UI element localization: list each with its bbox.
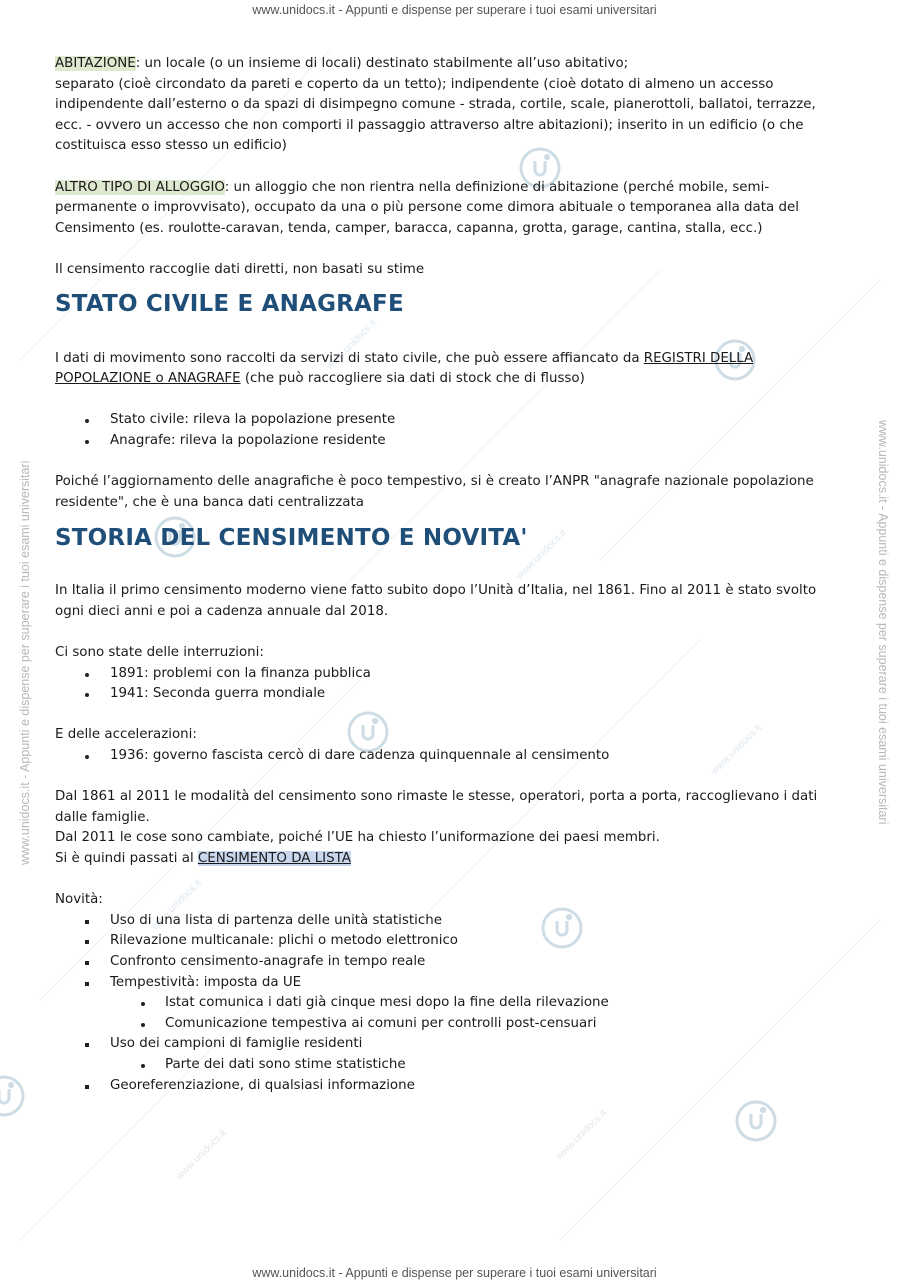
abitazione-def: : un locale (o un insieme di locali) destinato stabilmente all’uso abitativo;: [135, 56, 629, 71]
abitazione-line-4: ecc. - ovvero un accesso che non comporti il passaggio attraverso altre abitazioni); inserito in un edificio (o che: [55, 117, 804, 133]
watermark-right-side: www.unidocs.it - Appunti e dispense per superare i tuoi esami universitari: [876, 420, 890, 825]
heading-storia-censimento: STORIA DEL CENSIMENTO E NOVITA': [55, 525, 528, 552]
altro-alloggio-line-1: [55, 178, 845, 199]
stato-civile-list: [55, 410, 845, 451]
altro-alloggio-def: : un alloggio che non rientra nella definizione di abitazione (perché mobile, semi-: [224, 179, 770, 195]
svg-text:www.unidocs.it: www.unidocs.it: [324, 317, 379, 373]
list-item: Uso dei campioni di famiglie residenti: [55, 1034, 845, 1055]
list-item: Georeferenziazione, di qualsiasi informazione: [55, 1076, 845, 1097]
stato-civile-intro-2: POPOLAZIONE o ANAGRAFE (che può raccogliere sia dati di stock che di flusso): [55, 371, 585, 387]
accelerazioni-list: [55, 746, 845, 767]
anpr-line-1: Poiché l’aggiornamento delle anagrafiche è poco tempestivo, si è creato l’ANPR "anagrafe nazionale popolazione: [55, 474, 814, 490]
altro-alloggio-line-2: permanente o improvvisato), occupato da una o più persone come dimora abituale o temporanea alla data del: [55, 200, 799, 216]
list-item: Rilevazione multicanale: plichi o metodo elettronico: [55, 931, 845, 952]
registri-link[interactable]: REGISTRI DELLA: [643, 350, 754, 366]
novita-label: Novità:: [55, 892, 103, 908]
accelerazioni-label: E delle accelerazioni:: [55, 727, 197, 743]
storia-intro-2: ogni dieci anni e poi a cadenza annuale dal 2018.: [55, 603, 389, 619]
novita-list: [55, 911, 845, 993]
novita-list-cont: [55, 1034, 845, 1055]
abitazione-line-3: indipendente dall’esterno o da spazi di disimpegno comune - strada, cortile, scale, pianerottoli, ballatoi, terrazze,: [55, 97, 816, 113]
watermark-header: www.unidocs.it - Appunti e dispense per superare i tuoi esami universitari: [252, 3, 657, 17]
interruzioni-list: [55, 664, 845, 705]
interruzioni-label: Ci sono state delle interruzioni:: [55, 645, 264, 661]
list-item: 1941: Seconda guerra mondiale: [55, 684, 845, 705]
list-item: Anagrafe: rileva la popolazione residente: [55, 431, 845, 452]
list-item: Istat comunica i dati già cinque mesi dopo la fine della rilevazione: [55, 993, 845, 1014]
list-item: Tempestività: imposta da UE: [55, 973, 845, 994]
altro-alloggio-line-3: Censimento (es. roulotte-caravan, tenda, camper, baracca, capanna, grotta, garage, cantina, stalla, ecc.): [55, 220, 763, 236]
tempestivita-sublist: [55, 993, 845, 1034]
abitazione-line-5: costituisca esso stesso un edificio): [55, 138, 287, 154]
svg-text:www.unidocs.it: www.unidocs.it: [709, 722, 764, 778]
watermark-left-side: www.unidocs.it - Appunti e dispense per superare i tuoi esami universitari: [18, 460, 32, 865]
modalita-line-2: dalle famiglie.: [55, 809, 150, 825]
list-item: 1891: problemi con la finanza pubblica: [55, 664, 845, 685]
watermark-footer: www.unidocs.it - Appunti e dispense per superare i tuoi esami universitari: [252, 1266, 657, 1280]
modalita-line-1: Dal 1861 al 2011 le modalità del censimento sono rimaste le stesse, operatori, porta a porta, raccoglievano i dati: [55, 789, 818, 805]
list-item: Stato civile: rileva la popolazione presente: [55, 410, 845, 431]
storia-intro-1: In Italia il primo censimento moderno viene fatto subito dopo l’Unità d’Italia, nel 1861. Fino al 2011 è stato svolto: [55, 583, 817, 599]
svg-text:www.unidocs.it: www.unidocs.it: [174, 1127, 229, 1183]
list-item: Parte dei dati sono stime statistiche: [55, 1055, 845, 1076]
censimento-lista-link[interactable]: CENSIMENTO DA LISTA: [197, 851, 351, 866]
modalita-line-3: Dal 2011 le cose sono cambiate, poiché l’UE ha chiesto l’uniformazione dei paesi membri.: [55, 830, 660, 846]
unidocs-logo-icon: [0, 1077, 23, 1115]
stato-civile-intro-1: I dati di movimento sono raccolti da servizi di stato civile, che può essere affiancato da REGISTRI DELLA: [55, 350, 754, 366]
document-body: [55, 54, 845, 1096]
svg-text:www.unidocs.it: www.unidocs.it: [149, 877, 204, 933]
abitazione-line-1: [55, 54, 845, 75]
list-item: Confronto censimento-anagrafe in tempo reale: [55, 952, 845, 973]
abitazione-term: ABITAZIONE: [55, 56, 136, 71]
anpr-line-2: residente", che è una banca dati centralizzata: [55, 494, 364, 510]
dati-diretti-text: Il censimento raccoglie dati diretti, non basati su stime: [55, 261, 425, 277]
altro-alloggio-term: ALTRO TIPO DI ALLOGGIO: [55, 179, 225, 195]
censimento-lista-line: Si è quindi passati al CENSIMENTO DA LISTA: [55, 851, 351, 866]
abitazione-line-2: separato (cioè circondato da pareti e coperto da un tetto); indipendente (cioè dotato di almeno un accesso: [55, 76, 774, 92]
novita-list-end: [55, 1076, 845, 1097]
svg-text:www.unidocs.it: www.unidocs.it: [514, 527, 569, 583]
heading-stato-civile: STATO CIVILE E ANAGRAFE: [55, 290, 404, 317]
svg-text:www.unidocs.it: www.unidocs.it: [554, 1107, 609, 1163]
list-item: Uso di una lista di partenza delle unità statistiche: [55, 911, 845, 932]
list-item: Comunicazione tempestiva ai comuni per controlli post-censuari: [55, 1014, 845, 1035]
anagrafe-link[interactable]: POPOLAZIONE o ANAGRAFE: [55, 371, 241, 387]
unidocs-logo-icon: [737, 1102, 775, 1140]
campioni-sublist: [55, 1055, 845, 1076]
abitazione-definition: [55, 54, 845, 157]
altro-alloggio-definition: [55, 178, 845, 240]
list-item: 1936: governo fascista cercò di dare cadenza quinquennale al censimento: [55, 746, 845, 767]
